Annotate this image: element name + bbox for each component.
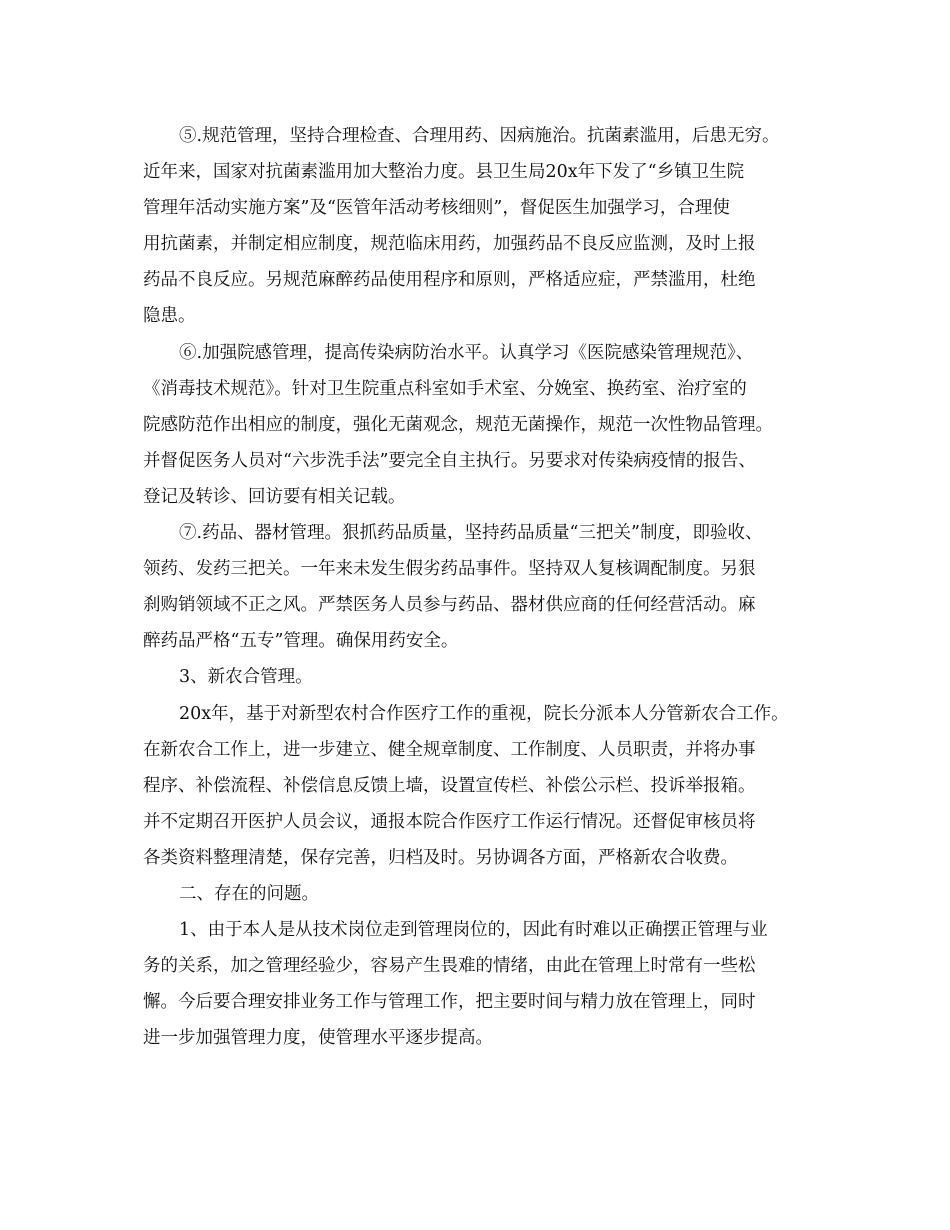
paragraph-6-line-1: ⑥.加强院感管理，提高传染病防治水平。认真学习《医院感染管理规范》、 [179, 342, 754, 363]
paragraph-6-line-3: 院感防范作出相应的制度，强化无菌观念，规范无菌操作，规范一次性物品管理。 [143, 414, 773, 435]
paragraph-ncms-line-5: 各类资料整理清楚，保存完善，归档及时。另协调各方面，严格新农合收费。 [143, 847, 738, 868]
paragraph-7-line-2: 领药、发药三把关。一年来未发生假劣药品事件。坚持双人复核调配制度。另狠 [143, 559, 756, 580]
section-heading-ncms: 3、新农合管理。 [179, 667, 313, 688]
paragraph-7-line-4: 醉药品严格“五专”管理。确保用药安全。 [143, 631, 459, 652]
section-heading-problems: 二、存在的问题。 [179, 883, 319, 904]
paragraph-problem-1-line-2: 务的关系，加之管理经验少，容易产生畏难的情绪，由此在管理上时常有一些松 [143, 956, 756, 977]
paragraph-problem-1-line-1: 1、由于本人是从技术岗位走到管理岗位的，因此有时难以正确摆正管理与业 [179, 920, 768, 941]
paragraph-5-line-5: 药品不良反应。另规范麻醉药品使用程序和原则，严格适应症，严禁滥用，杜绝 [143, 270, 756, 291]
paragraph-ncms-line-2: 在新农合工作上，进一步建立、健全规章制度、工作制度、人员职责，并将办事 [143, 739, 756, 760]
paragraph-6-line-4: 并督促医务人员对“六步洗手法”要完全自主执行。另要求对传染病疫情的报告、 [143, 450, 756, 471]
document-body [143, 118, 823, 1056]
paragraph-5-line-2: 近年来，国家对抗菌素滥用加大整治力度。县卫生局20x年下发了“乡镇卫生院 [143, 162, 745, 183]
paragraph-ncms-line-4: 并不定期召开医护人员会议，通报本院合作医疗工作运行情况。还督促审核员将 [143, 811, 756, 832]
paragraph-problem-1-line-4: 进一步加强管理力度，使管理水平逐步提高。 [143, 1028, 493, 1049]
paragraph-5-line-3: 管理年活动实施方案”及“医管年活动考核细则”，督促医生加强学习，合理使 [143, 198, 730, 219]
paragraph-problem-1-line-3: 懈。今后要合理安排业务工作与管理工作，把主要时间与精力放在管理上，同时 [143, 992, 756, 1013]
paragraph-ncms-line-3: 程序、补偿流程、补偿信息反馈上墙，设置宣传栏、补偿公示栏、投诉举报箱。 [143, 775, 756, 796]
paragraph-7-line-1: ⑦.药品、器材管理。狠抓药品质量，坚持药品质量“三把关”制度，即验收、 [179, 523, 763, 544]
paragraph-5-line-4: 用抗菌素，并制定相应制度，规范临床用药，加强药品不良反应监测，及时上报 [143, 234, 756, 255]
paragraph-5-line-1: ⑤.规范管理，坚持合理检查、合理用药、因病施治。抗菌素滥用，后患无穷。 [179, 126, 780, 146]
paragraph-7-line-3: 刹购销领域不正之风。严禁医务人员参与药品、器材供应商的任何经营活动。麻 [143, 595, 756, 616]
paragraph-6-line-5: 登记及转诊、回访要有相关记载。 [143, 486, 406, 507]
paragraph-6-line-2: 《消毒技术规范》。针对卫生院重点科室如手术室、分娩室、换药室、治疗室的 [143, 378, 747, 399]
paragraph-ncms-line-1: 20x年，基于对新型农村合作医疗工作的重视，院长分派本人分管新农合工作。 [179, 703, 789, 724]
paragraph-5-line-6: 隐患。 [143, 306, 196, 327]
